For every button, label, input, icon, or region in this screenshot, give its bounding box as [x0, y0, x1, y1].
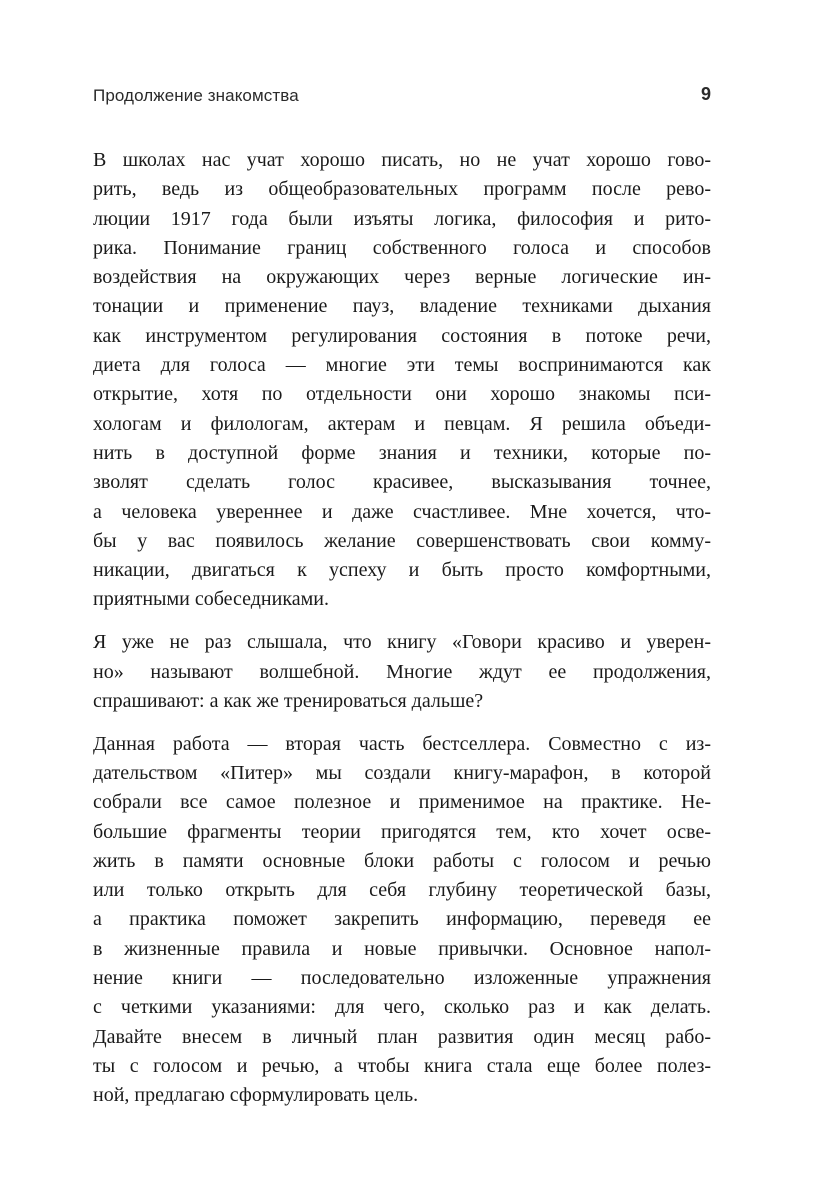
text-line: бы у вас появилось желание совершенствовать свои комму-	[93, 529, 711, 552]
text-line: ной, предлагаю сформулировать цель.	[93, 1084, 419, 1107]
text-line: собрали все самое полезное и применимое на практике. Не-	[93, 791, 711, 814]
text-line: Данная работа — вторая часть бестселлера. Совместно с из-	[93, 732, 711, 755]
text-line: дательством «Питер» мы создали книгу-марафон, в которой	[93, 761, 711, 784]
text-line: а практика поможет закрепить информацию, переведя ее	[93, 908, 711, 931]
text-line: ты с голосом и речью, а чтобы книга стала еще более полез-	[93, 1054, 711, 1077]
text-line: но» называют волшебной. Многие ждут ее продолжения,	[93, 660, 711, 683]
paragraph	[93, 628, 711, 716]
body-text	[93, 146, 711, 1124]
text-line: Давайте внесем в личный план развития один месяц рабо-	[93, 1025, 711, 1048]
text-line: приятными собеседниками.	[93, 588, 329, 611]
paragraph	[93, 146, 711, 615]
text-line: с четкими указаниями: для чего, сколько раз и как делать.	[93, 996, 711, 1019]
text-line: зволят сделать голос красивее, высказывания точнее,	[93, 471, 711, 494]
text-line: хологам и филологам, актерам и певцам. Я решила объеди-	[93, 412, 711, 435]
text-line: жить в памяти основные блоки работы с голосом и речью	[93, 849, 711, 872]
text-line: тонации и применение пауз, владение техниками дыхания	[93, 295, 711, 318]
text-line: В школах нас учат хорошо писать, но не учат хорошо гово-	[93, 149, 711, 171]
text-line: диета для голоса — многие эти темы воспринимаются как	[93, 354, 711, 377]
text-line: или только открыть для себя глубину теоретической базы,	[93, 879, 711, 902]
text-line: рика. Понимание границ собственного голоса и способов	[93, 236, 711, 259]
paragraph	[93, 730, 711, 1111]
page-number: 9	[700, 84, 711, 104]
text-line: открытие, хотя по отдельности они хорошо знакомы пси-	[93, 383, 711, 406]
text-line: нить в доступной форме знания и техники, которые по-	[93, 441, 711, 464]
text-line: никации, двигаться к успеху и быть просто комфортными,	[93, 559, 711, 582]
text-line: а человека увереннее и даже счастливее. Мне хочется, что-	[93, 500, 711, 523]
running-title: Продолжение знакомства	[93, 86, 299, 105]
text-line: рить, ведь из общеобразовательных программ после рево-	[93, 178, 711, 201]
text-line: большие фрагменты теории пригодятся тем, кто хочет осве-	[93, 820, 711, 843]
text-line: воздействия на окружающих через верные логические ин-	[93, 266, 711, 289]
text-line: в жизненные правила и новые привычки. Основное напол-	[93, 937, 711, 960]
page-header	[93, 84, 711, 110]
text-line: как инструментом регулирования состояния в потоке речи,	[93, 324, 711, 347]
text-line: люции 1917 года были изъяты логика, философия и рито-	[93, 207, 711, 230]
text-line: нение книги — последовательно изложенные упражнения	[93, 967, 711, 990]
text-line: Я уже не раз слышала, что книгу «Говори красиво и уверен-	[93, 631, 711, 654]
text-line: спрашивают: а как же тренироваться дальше?	[93, 689, 484, 712]
